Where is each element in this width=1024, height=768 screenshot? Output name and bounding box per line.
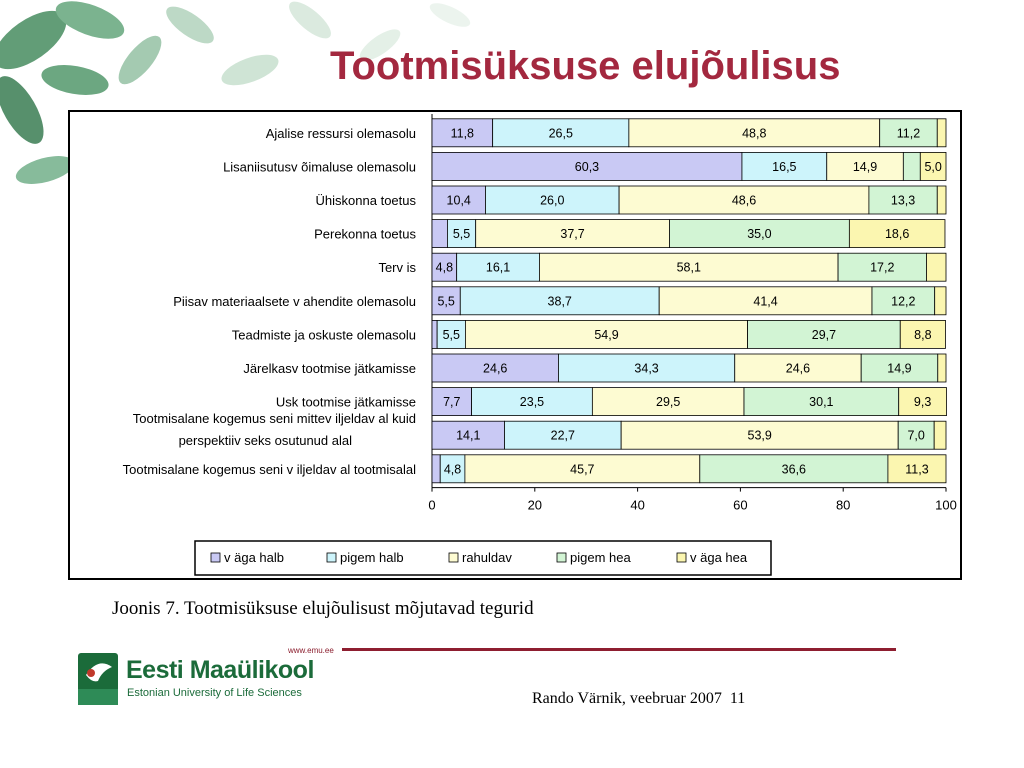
logo-url: www.emu.ee (288, 646, 334, 655)
legend-swatch (677, 553, 686, 562)
data-label: 53,9 (747, 428, 772, 443)
bar-segment (934, 421, 946, 449)
data-label: 5,5 (437, 294, 455, 309)
data-label: 45,7 (570, 462, 595, 477)
data-label: 18,6 (884, 227, 910, 242)
bar-segment (937, 119, 946, 147)
data-label: 24,6 (483, 361, 508, 376)
x-tick-label: 60 (733, 497, 748, 513)
x-tick-label: 0 (428, 497, 436, 513)
footer (532, 690, 745, 708)
x-tick-label: 40 (630, 497, 645, 513)
legend-swatch (327, 553, 336, 562)
data-label: 14,9 (887, 361, 912, 376)
legend-swatch (449, 553, 458, 562)
data-label: 26,5 (548, 126, 573, 141)
category-label: Usk tootmise jätkamisse (275, 394, 416, 410)
data-label: 9,3 (913, 395, 932, 410)
legend-label: pigem halb (340, 550, 404, 565)
data-label: 22,7 (550, 428, 575, 443)
category-label: Teadmiste ja oskuste olemasolu (231, 327, 416, 343)
figure-caption: Joonis 7. Tootmisüksuse elujõulisust mõjutavad tegurid (112, 598, 534, 619)
legend-swatch (211, 553, 220, 562)
legend-label: pigem hea (570, 550, 631, 565)
data-label: 10,4 (446, 193, 471, 208)
footer-author-date: Rando Värnik, veebruar 2007 (532, 690, 722, 707)
page-title: Tootmisüksuse elujõulisus (330, 44, 841, 88)
data-label: 13,3 (890, 193, 916, 208)
bar-segment (432, 220, 447, 248)
data-label: 23,5 (519, 395, 545, 410)
data-label: 14,1 (456, 428, 481, 443)
data-label: 4,8 (435, 260, 454, 275)
category-label: Ajalise ressursi olemasolu (265, 125, 416, 141)
category-label: Piisav materiaalsete v ahendite olemasolu (173, 293, 416, 309)
legend-label: v äga hea (690, 550, 748, 565)
logo-subtitle: Estonian University of Life Sciences (127, 687, 302, 699)
data-label: 54,9 (594, 327, 619, 342)
data-label: 60,3 (574, 159, 600, 174)
data-label: 26,0 (540, 193, 565, 208)
data-label: 11,2 (896, 126, 921, 141)
category-label: Tootmisalane kogemus seni v iljeldav al tootmisalal (122, 461, 416, 477)
category-label: Järelkasv tootmise jätkamisse (243, 361, 416, 376)
data-label: 38,7 (547, 294, 572, 309)
legend-label: rahuldav (462, 550, 512, 565)
x-tick-label: 20 (527, 497, 543, 513)
data-label: 14,9 (852, 159, 878, 174)
data-label: 24,6 (785, 361, 811, 376)
data-label: 5,0 (924, 159, 942, 174)
page-number: 11 (729, 690, 746, 707)
data-label: 58,1 (676, 260, 701, 275)
data-label: 36,6 (781, 462, 807, 477)
data-label: 48,6 (731, 193, 757, 208)
data-label: 29,5 (656, 395, 681, 410)
bar-segment (935, 287, 946, 315)
footer-divider (342, 648, 896, 651)
category-label: Ühiskonna toetus (315, 193, 416, 208)
data-label: 29,7 (811, 327, 837, 342)
data-label: 34,3 (634, 361, 659, 376)
bar-segment (938, 354, 946, 382)
data-label: 5,5 (442, 327, 460, 342)
data-label: 5,5 (452, 227, 471, 242)
bar-segment (432, 320, 437, 348)
category-label: Tootmisalane kogemus seni mittev iljeldav al kuid (132, 411, 416, 427)
category-label: perspektiiv seks osutunud alal (178, 433, 352, 449)
x-tick-label: 80 (835, 497, 851, 513)
data-label: 16,5 (772, 159, 797, 174)
data-label: 41,4 (753, 294, 778, 309)
legend-label: v äga halb (224, 550, 284, 565)
bar-segment (432, 455, 440, 483)
chart-frame (68, 110, 962, 580)
data-label: 16,1 (485, 260, 511, 275)
x-tick-label: 100 (935, 497, 957, 513)
data-label: 7,0 (907, 428, 925, 443)
data-label: 8,8 (914, 327, 932, 342)
data-label: 4,8 (443, 462, 462, 477)
category-label: Terv is (378, 260, 416, 276)
category-label: Lisaniisutusv õimaluse olemasolu (223, 159, 416, 175)
data-label: 12,2 (891, 294, 916, 309)
data-label: 30,1 (809, 395, 834, 410)
data-label: 11,3 (905, 462, 929, 477)
legend-swatch (557, 553, 566, 562)
stacked-bar-chart (70, 112, 960, 578)
data-label: 11,8 (450, 126, 475, 141)
data-label: 17,2 (870, 260, 895, 275)
logo-name: Eesti Maaülikool (126, 656, 314, 684)
data-label: 7,7 (443, 395, 461, 410)
data-label: 35,0 (747, 227, 772, 242)
data-label: 37,7 (560, 227, 585, 242)
category-label: Perekonna toetus (314, 226, 416, 242)
bar-segment (926, 253, 946, 281)
bar-segment (903, 152, 920, 180)
data-label: 48,8 (742, 126, 767, 141)
bar-segment (937, 186, 946, 214)
